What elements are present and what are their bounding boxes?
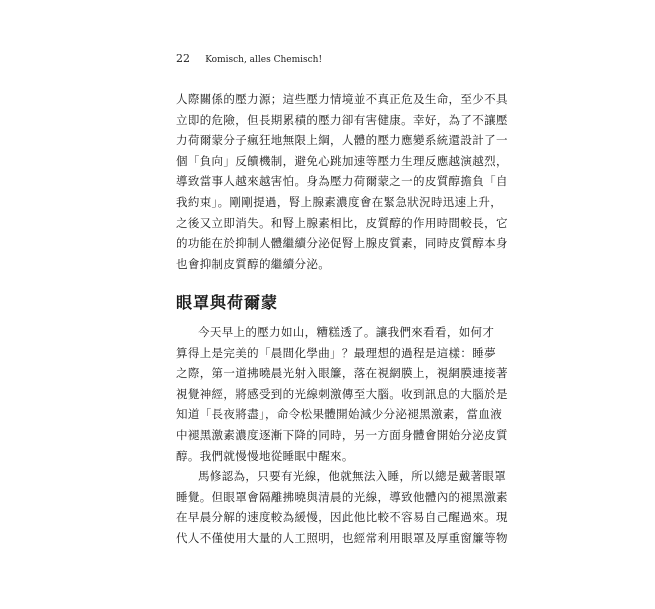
section-heading: 眼罩與荷爾蒙 [176,293,279,312]
text-line: 立即的危險，但長期累積的壓力卻有害健康。幸好，為了不讓壓 [176,112,508,127]
text-line: 代人不僅使用大量的人工照明，也經常利用眼罩及厚重窗簾等物 [176,530,508,545]
text-line: 導致當事人越來越害怕。身為壓力荷爾蒙之一的皮質醇擔負「自 [176,174,508,189]
text-line: 之際，第一道拂曉晨光射入眼簾，落在視網膜上，視網膜連接著 [176,366,508,381]
text-line: 今天早上的壓力如山，糟糕透了。讓我們來看看，如何才 [198,325,495,339]
page-number: 22 [176,52,190,65]
paragraph-1 [176,89,508,274]
text-line: 中褪黑激素濃度逐漸下降的同時，另一方面身體會開始分泌皮質 [176,427,508,442]
text-line: 在早晨分解的速度較為緩慢，因此他比較不容易自己醒過來。現 [176,510,508,525]
text-line: 知道「長夜將盡」，命令松果體開始減少分泌褪黑激素，當血液 [176,407,503,422]
book-title: Komisch, alles Chemisch! [205,55,323,65]
text-line: 之後又立即消失。和腎上腺素相比，皮質醇的作用時間較長，它 [176,215,508,230]
text-line: 算得上是完美的「晨間化學曲」？最理想的過程是這樣：睡夢 [176,345,496,360]
text-line: 力荷爾蒙分子瘋狂地無限上綱，人體的壓力應變系統還設計了一 [176,133,508,148]
paragraph-2-and-3 [176,322,508,549]
text-line: 我約束」。剛剛提過，腎上腺素濃度會在緊急狀況時迅速上升， [176,194,503,209]
text-line: 視覺神經，將感受到的光線刺激傳至大腦。收到訊息的大腦於是 [176,386,508,401]
text-line: 個「負向」反饋機制，避免心跳加速等壓力生理反應越演越烈， [176,153,508,168]
text-line: 睡覺。但眼罩會隔離拂曉與清晨的光線，導致他體內的褪黑激素 [176,489,508,504]
text-line: 馬修認為，只要有光線，他就無法入睡，所以總是戴著眼罩 [198,469,507,484]
running-header [176,52,322,65]
text-line: 人際關係的壓力源；這些壓力情境並不真正危及生命，至少不具 [176,92,508,106]
text-line: 醇。我們就慢慢地從睡眠中醒來。 [176,448,354,463]
text-line: 也會抑制皮質醇的繼續分泌。 [176,256,331,271]
text-line: 的功能在於抑制人體繼續分泌促腎上腺皮質素，同時皮質醇本身 [176,236,508,251]
